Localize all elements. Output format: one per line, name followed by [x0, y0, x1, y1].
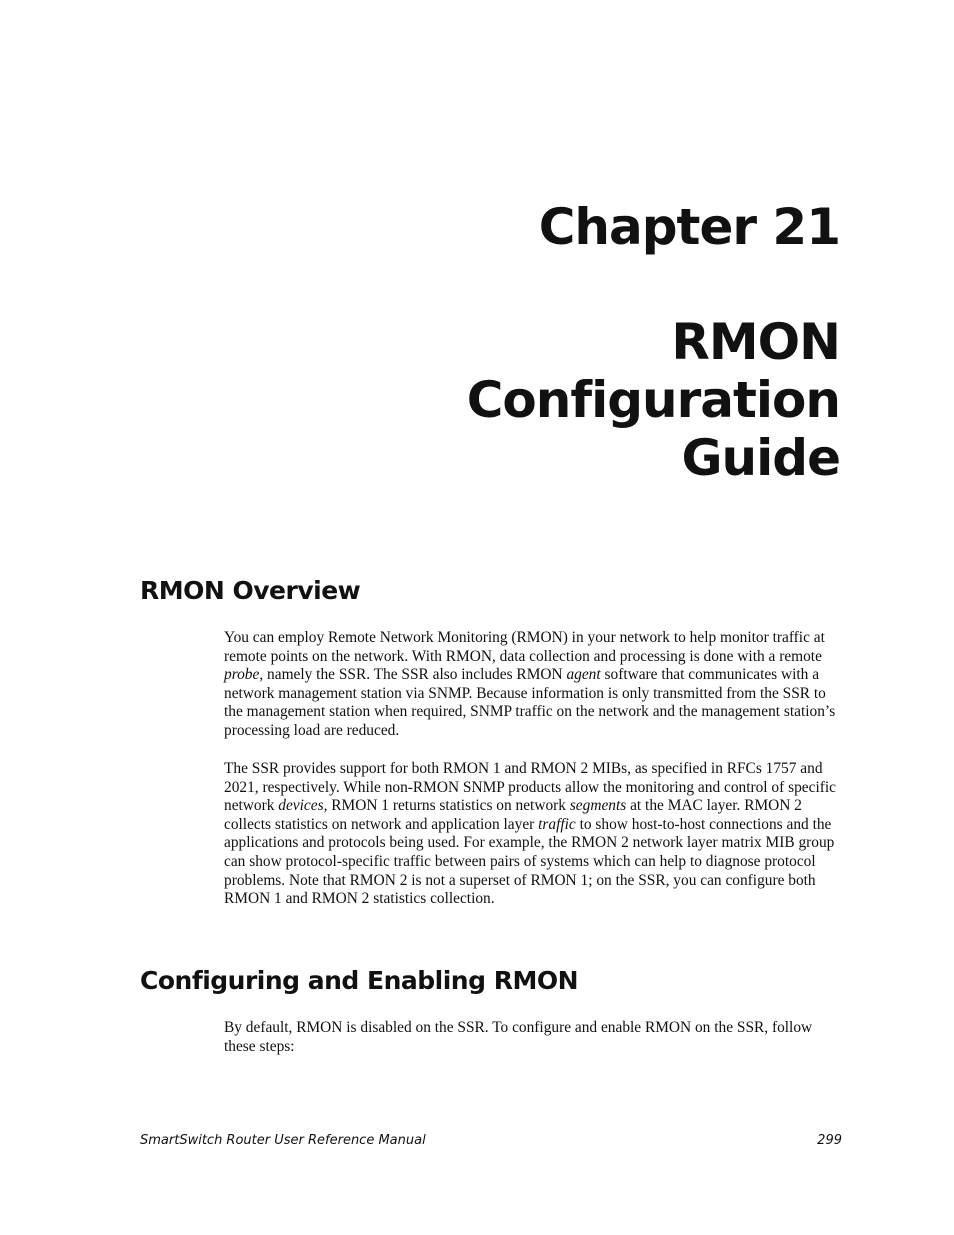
emphasized-term: segments — [569, 797, 627, 815]
section-heading-rmon-overview: RMON Overview — [140, 576, 361, 605]
footer-page-number: 299 — [817, 1133, 842, 1148]
chapter-title-line: RMON — [671, 313, 840, 371]
text-run: at the MAC layer. RMON 2 collects statistics on network and application layer — [224, 797, 802, 833]
text-run: By default, RMON is disabled on the SSR. To configure and enable RMON on the SSR, follow these steps: — [224, 1019, 813, 1055]
chapter-title — [467, 313, 840, 487]
chapter-title-line: Configuration — [466, 371, 840, 429]
text-run: You can employ Remote Network Monitoring (RMON) in your network to help monitor traffic at remote points on the network. With RMON, data collection and processing is done with a remote — [224, 629, 825, 665]
body-paragraph — [224, 1019, 844, 1056]
emphasized-term: probe — [224, 666, 260, 684]
text-run: software that communicates with a network management station via SNMP. Because information is only transmitted from the SSR to the management station when required, SNMP traffic on the network and the management station’s processing load are reduced. — [224, 666, 836, 739]
emphasized-term: agent — [566, 666, 601, 684]
chapter-heading — [467, 196, 840, 487]
chapter-number: Chapter 21 — [538, 198, 840, 256]
body-paragraph — [224, 760, 844, 909]
body-paragraph — [224, 629, 844, 741]
text-run: , namely the SSR. The SSR also includes RMON — [259, 666, 567, 684]
page-footer — [140, 1132, 842, 1150]
chapter-title-line: Guide — [681, 429, 840, 487]
emphasized-term: devices — [278, 797, 324, 815]
text-run: The SSR provides support for both RMON 1 and RMON 2 MIBs, as specified in RFCs 1757 and 2021, respectively. While non-RMON SNMP products allow the monitoring and control of specific network — [224, 760, 836, 815]
emphasized-term: traffic — [538, 815, 576, 833]
text-run: , RMON 1 returns statistics on network — [323, 797, 570, 815]
section-heading-configuring-rmon: Configuring and Enabling RMON — [140, 966, 579, 995]
footer-manual-title: SmartSwitch Router User Reference Manual — [140, 1133, 426, 1148]
text-run: to show host-to-host connections and the applications and protocols being used. For example, the RMON 2 network layer matrix MIB group can show protocol-specific traffic between pairs of systems which can help to diagnose protocol problems. Note that RMON 2 is not a superset of RMON 1; on the SSR, you can configure both RMON 1 and RMON 2 statistics collection. — [224, 815, 835, 908]
